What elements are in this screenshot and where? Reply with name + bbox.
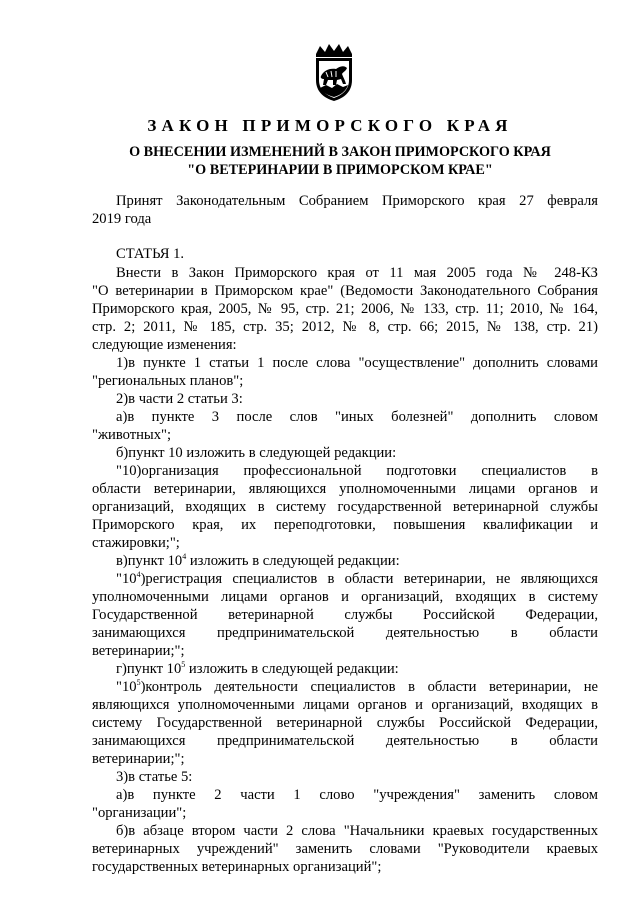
body-line: Приморского края, их переподготовки, повышения квалификации и	[92, 517, 598, 533]
body-line: 1)в пункте 1 статьи 1 после слова "осуществление" дополнить словами	[116, 355, 598, 371]
body-line: являющихся уполномоченными лицами органов и организаций, входящих в	[92, 697, 598, 713]
line-text-before-superscript: в)пункт 10	[116, 553, 183, 569]
line-text-before-superscript: г)пункт 10	[116, 661, 182, 677]
body-line: государственных ветеринарных организаций";	[92, 859, 382, 875]
line-text-after-superscript: изложить в следующей редакции:	[186, 553, 400, 569]
body-line: Приморского края, 2005, № 95, стр. 21; 2006, № 133, стр. 11; 2010, № 164,	[92, 301, 598, 317]
line-text-after-superscript: изложить в следующей редакции:	[185, 661, 399, 677]
law-title: ЗАКОН ПРИМОРСКОГО КРАЯ	[147, 116, 513, 135]
line-text-before-superscript: "10	[116, 571, 137, 587]
body-line: б)пункт 10 изложить в следующей редакции:	[116, 445, 397, 461]
body-line: уполномоченными лицами органов и организаций, входящих в систему	[92, 589, 598, 605]
adoption-line-1: Принят Законодательным Собранием Приморского края 27 февраля	[116, 193, 598, 209]
body-line: "10)организация профессиональной подготовки специалистов в	[116, 463, 598, 479]
body-line	[92, 570, 598, 588]
line-text-after-superscript: )регистрация специалистов в области ветеринарии, не являющихся	[140, 571, 598, 587]
body-line: б)в абзаце втором части 2 слова "Начальники краевых государственных	[116, 823, 598, 839]
body-line: ветеринарии;";	[92, 643, 185, 659]
line-text-before-superscript: "10	[116, 679, 137, 695]
body-line: ветеринарии;";	[92, 751, 185, 767]
body-line: 3)в статье 5:	[116, 769, 193, 785]
body-line: занимающихся предпринимательской деятельностью в области	[92, 625, 598, 641]
primorsky-krai-coat-of-arms-icon	[306, 44, 362, 102]
body-line: стажировки;";	[92, 535, 180, 551]
body-line: занимающихся предпринимательской деятельностью в области	[92, 733, 598, 749]
body-line: Государственной ветеринарной службы Российской Федерации,	[92, 607, 598, 623]
article-heading: СТАТЬЯ 1.	[116, 246, 185, 262]
law-subtitle-line-1: О ВНЕСЕНИИ ИЗМЕНЕНИЙ В ЗАКОН ПРИМОРСКОГО КРАЯ	[129, 144, 551, 160]
body-line: Внести в Закон Приморского края от 11 мая 2005 года № 248-КЗ	[116, 265, 598, 281]
adoption-line-2: 2019 года	[92, 211, 152, 227]
body-line: ветеринарных учреждений" заменить словами "Руководители краевых	[92, 841, 598, 857]
law-subtitle-line-2: "О ВЕТЕРИНАРИИ В ПРИМОРСКОМ КРАЕ"	[187, 162, 493, 178]
superscript-index: 4	[136, 570, 141, 580]
body-line	[92, 552, 598, 570]
superscript-index: 5	[181, 660, 186, 670]
line-text-after-superscript: )контроль деятельности специалистов в области ветеринарии, не	[140, 679, 598, 695]
body-line: "животных";	[92, 427, 172, 443]
body-line: а)в пункте 3 после слов "иных болезней" дополнить словом	[116, 409, 598, 425]
body-line: а)в пункте 2 части 1 слово "учреждения" заменить словом	[116, 787, 598, 803]
body-line: систему Государственной ветеринарной службы Российской Федерации,	[92, 715, 598, 731]
body-line: стр. 2; 2011, № 185, стр. 35; 2012, № 8, стр. 66; 2015, № 138, стр. 21)	[92, 319, 598, 335]
body-line: области ветеринарии, являющихся уполномоченными лицами органов и	[92, 481, 598, 497]
body-line: организаций, входящих в систему государственной ветеринарной службы	[92, 499, 598, 515]
body-line	[92, 678, 598, 696]
body-line: "организации";	[92, 805, 187, 821]
body-line: 2)в части 2 статьи 3:	[116, 391, 243, 407]
body-line	[92, 660, 598, 678]
body-line: "О ветеринарии в Приморском крае" (Ведомости Законодательного Собрания	[92, 283, 598, 299]
body-line: следующие изменения:	[92, 337, 237, 353]
superscript-index: 5	[136, 678, 141, 688]
superscript-index: 4	[182, 552, 187, 562]
body-line: "региональных планов";	[92, 373, 244, 389]
